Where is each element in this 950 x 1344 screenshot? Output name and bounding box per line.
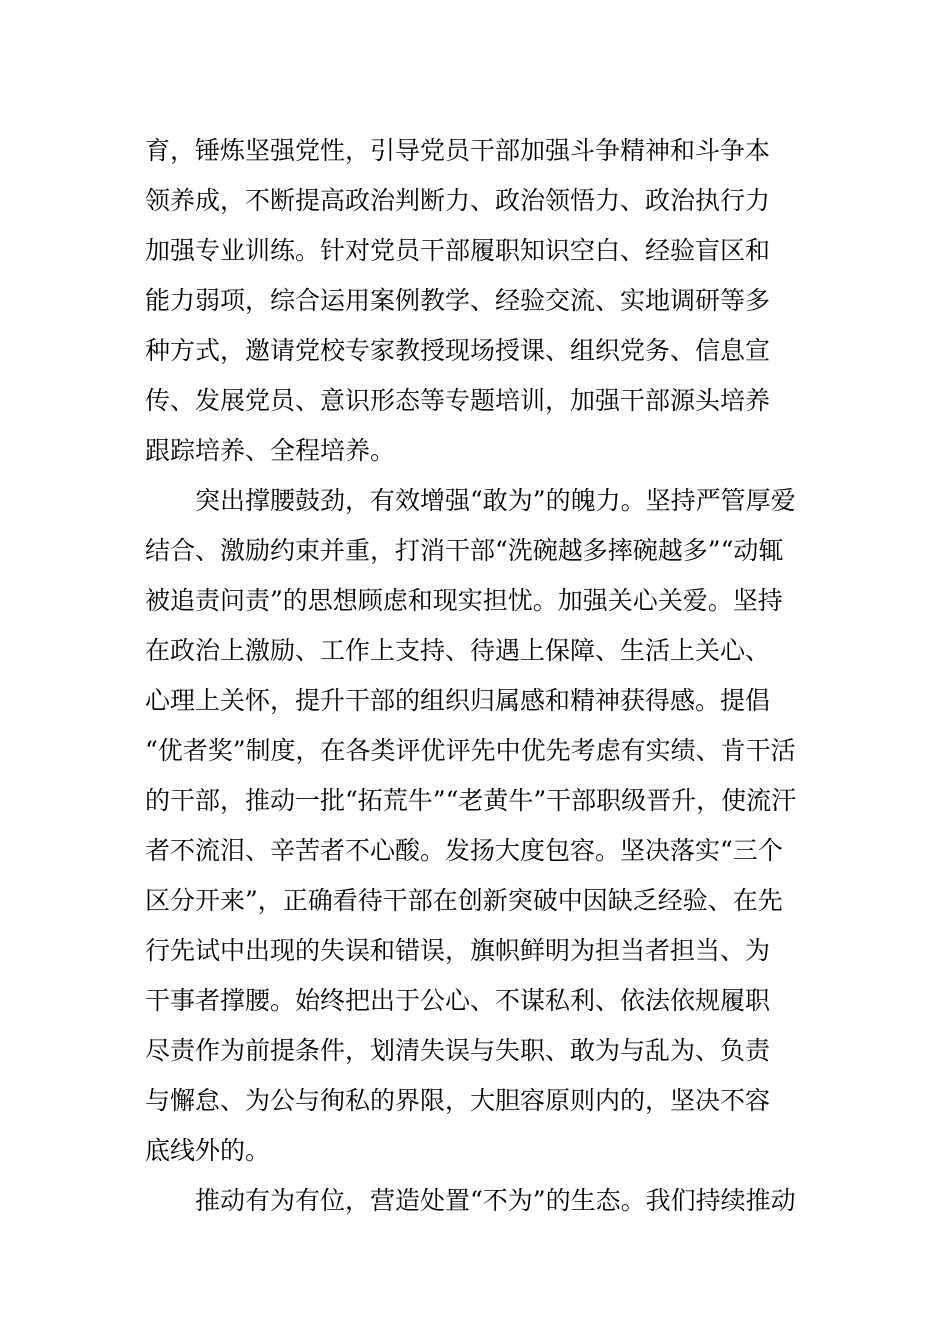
text-line: 传、发展党员、意识形态等专题培训，加强干部源头培养: [145, 386, 771, 415]
text-line: 种方式，邀请党校专家教授现场授课、组织党务、信息宣: [145, 336, 771, 365]
text-line: 尽责作为前提条件，划清失误与失职、敢为与乱为、负责: [145, 1036, 771, 1065]
text-line: “优者奖”制度，在各类评优评先中优先考虑有实绩、肯干活: [145, 736, 796, 765]
text-line: 干事者撑腰。始终把出于公心、不谋私利、依法依规履职: [145, 986, 771, 1015]
text-line: 育，锤炼坚强党性，引导党员干部加强斗争精神和斗争本: [145, 136, 771, 165]
text-line: 心理上关怀，提升干部的组织归属感和精神获得感。提倡: [145, 686, 771, 715]
text-line: 领养成，不断提高政治判断力、政治领悟力、政治执行力: [145, 186, 771, 215]
text-line: 底线外的。: [145, 1136, 271, 1165]
paragraph-start-line: 突出撑腰鼓劲，有效增强“敢为”的魄力。坚持严管厚爱: [145, 486, 796, 515]
text-line: 被追责问责”的思想顾虑和现实担忧。加强关心关爱。坚持: [145, 586, 783, 615]
text-line: 的干部，推动一批“拓荒牛”“老黄牛”干部职级晋升，使流汗: [145, 786, 797, 815]
text-line: 能力弱项，综合运用案例教学、经验交流、实地调研等多: [145, 286, 771, 315]
text-line: 加强专业训练。针对党员干部履职知识空白、经验盲区和: [145, 236, 771, 265]
paragraph-start-line: 推动有为有位，营造处置“不为”的生态。我们持续推动: [145, 1186, 796, 1215]
text-line: 结合、激励约束并重，打消干部“洗碗越多摔碗越多”“动辄: [145, 536, 784, 565]
text-line: 跟踪培养、全程培养。: [145, 436, 396, 465]
text-line: 在政治上激励、工作上支持、待遇上保障、生活上关心、: [145, 636, 771, 665]
text-line: 与懈怠、为公与徇私的界限，大胆容原则内的，坚决不容: [145, 1086, 771, 1115]
body-text: [145, 126, 815, 1226]
text-line: 行先试中出现的失误和错误，旗帜鲜明为担当者担当、为: [145, 936, 771, 965]
text-line: 者不流泪、辛苦者不心酸。发扬大度包容。坚决落实“三个: [145, 836, 783, 865]
text-line: 区分开来”，正确看待干部在创新突破中因缺乏经验、在先: [145, 886, 783, 915]
